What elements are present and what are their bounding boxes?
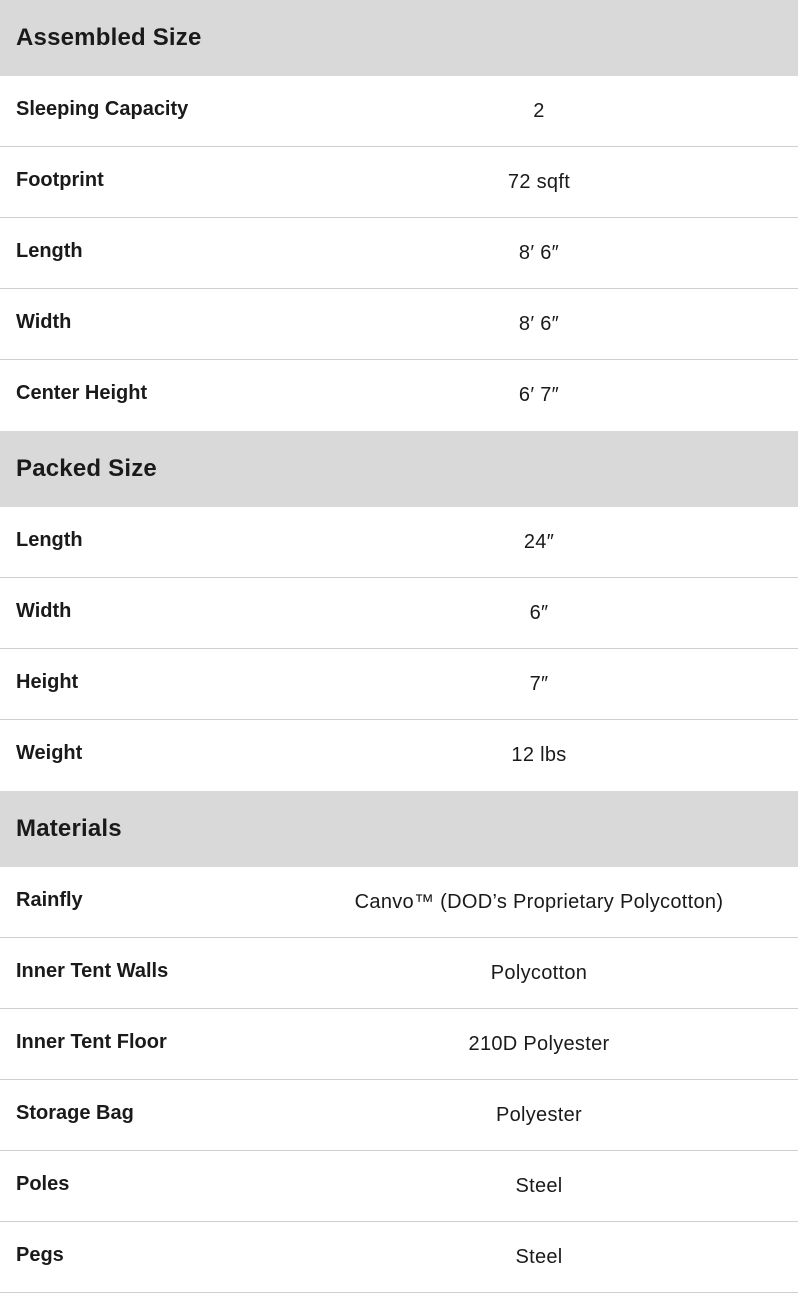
row-label: Inner Tent Walls: [16, 959, 169, 982]
section-header-packed-size: Packed Size: [0, 431, 798, 507]
table-row: [0, 1222, 798, 1293]
row-value: 2: [533, 99, 545, 122]
row-label: Width: [16, 310, 72, 333]
row-value: Polyester: [495, 1103, 583, 1126]
table-row: [0, 867, 798, 938]
row-label: Pegs: [16, 1243, 64, 1266]
table-row: [0, 1080, 798, 1151]
table-row: [0, 649, 798, 720]
row-label: Poles: [16, 1172, 70, 1195]
table-row: [0, 1151, 798, 1222]
table-row: [0, 289, 798, 360]
row-value: Canvo™ (DOD’s Proprietary Polycotton): [354, 890, 724, 913]
section-header-materials: Materials: [0, 791, 798, 867]
row-value: 6′ 7″: [518, 384, 560, 406]
row-value: 8′ 6″: [518, 241, 560, 264]
row-value: Steel: [515, 1174, 563, 1197]
row-label: Width: [16, 599, 72, 622]
table-row: [0, 147, 798, 218]
row-label: Inner Tent Floor: [16, 1030, 167, 1053]
row-label: Sleeping Capacity: [16, 97, 189, 120]
table-row: [0, 938, 798, 1009]
table-row: [0, 1009, 798, 1080]
table-row: [0, 218, 798, 289]
table-row: [0, 507, 798, 578]
table-row: [0, 578, 798, 649]
table-row: [0, 720, 798, 791]
row-value: Polycotton: [490, 961, 588, 984]
row-value: 210D Polyester: [468, 1032, 610, 1055]
row-label: Storage Bag: [16, 1101, 134, 1124]
row-value: 24″: [523, 530, 555, 553]
row-value: 8′ 6″: [518, 312, 560, 335]
row-value: 12 lbs: [511, 744, 567, 766]
row-label: Footprint: [16, 168, 104, 191]
row-label: Rainfly: [16, 888, 83, 911]
row-value: 6″: [529, 601, 549, 624]
section-header-assembled-size: Assembled Size: [0, 0, 798, 76]
row-value: 7″: [529, 672, 549, 695]
row-label: Weight: [16, 742, 83, 764]
row-value: 72 sqft: [507, 170, 571, 193]
row-label: Length: [16, 528, 83, 551]
row-value: Steel: [515, 1245, 563, 1268]
row-label: Length: [16, 239, 83, 262]
row-label: Height: [16, 670, 79, 693]
table-row: [0, 360, 798, 431]
table-row: [0, 76, 798, 147]
row-label: Center Height: [16, 382, 148, 404]
